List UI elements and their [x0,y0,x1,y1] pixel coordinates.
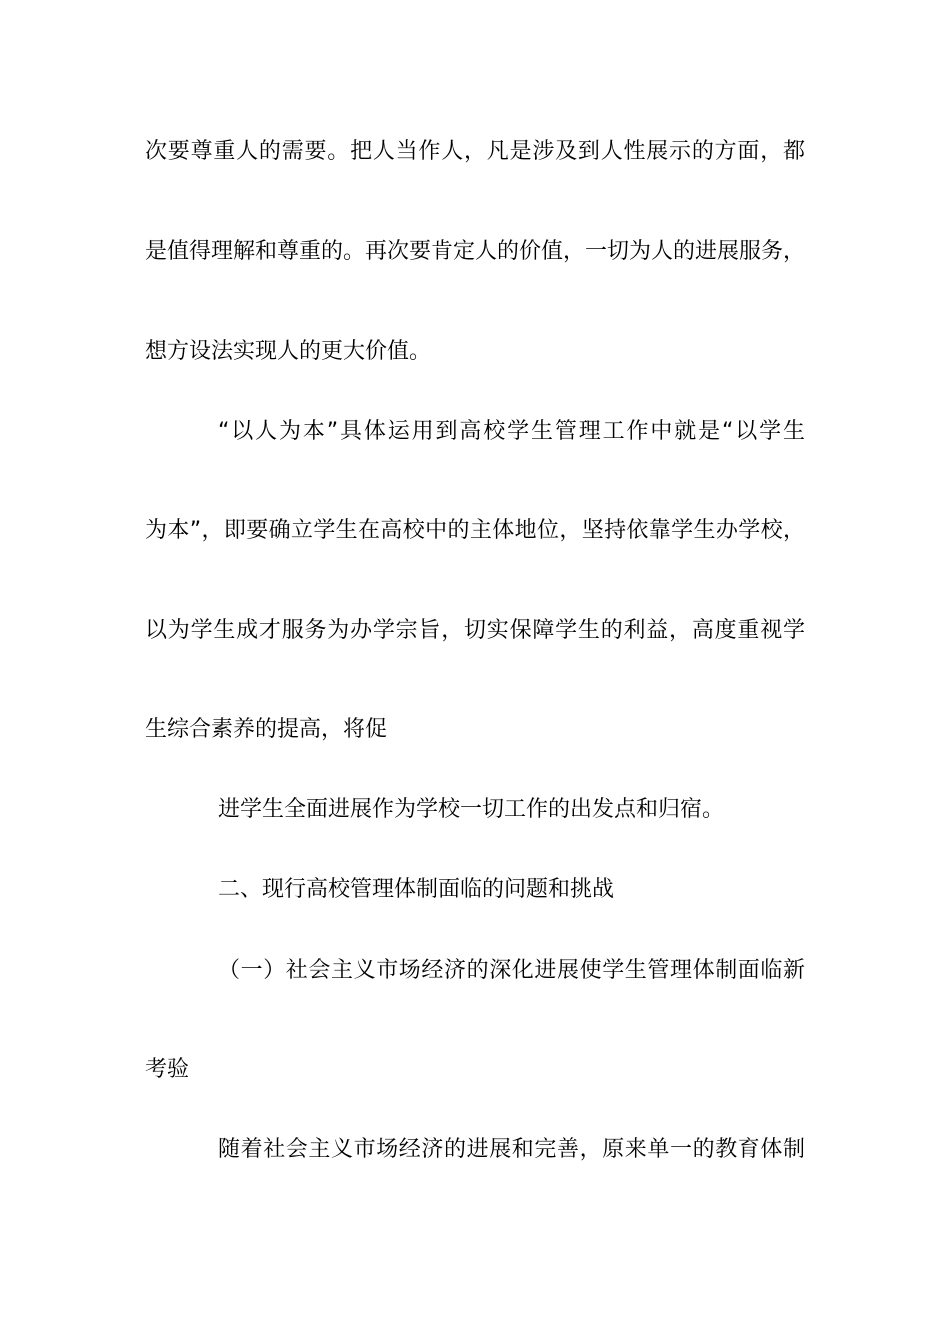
paragraph-line: 随着社会主义市场经济的进展和完善，原来单一的教育体制 [218,1137,805,1162]
paragraph-line: 进学生全面进展作为学校一切工作的出发点和归宿。 [218,797,725,822]
paragraph-line: 是值得理解和尊重的。再次要肯定人的价值，一切为人的进展服务， [145,239,806,264]
paragraph-line: “以人为本”具体运用到高校学生管理工作中就是“以学生 [218,419,805,444]
subsection-heading: （一）社会主义市场经济的深化进展使学生管理体制面临新 [218,958,805,983]
paragraph-line: 为本”，即要确立学生在高校中的主体地位，坚持依靠学生办学校， [145,518,805,543]
section-heading: 二、现行高校管理体制面临的问题和挑战 [218,877,615,902]
paragraph-line: 次要尊重人的需要。把人当作人，凡是涉及到人性展示的方面，都 [145,139,805,164]
paragraph-line: 想方设法实现人的更大价值。 [145,339,432,364]
paragraph-line: 以为学生成才服务为办学宗旨，切实保障学生的利益，高度重视学 [145,618,805,643]
subsection-heading-continuation: 考验 [145,1057,190,1082]
paragraph-line: 生综合素养的提高，将促 [145,717,388,742]
